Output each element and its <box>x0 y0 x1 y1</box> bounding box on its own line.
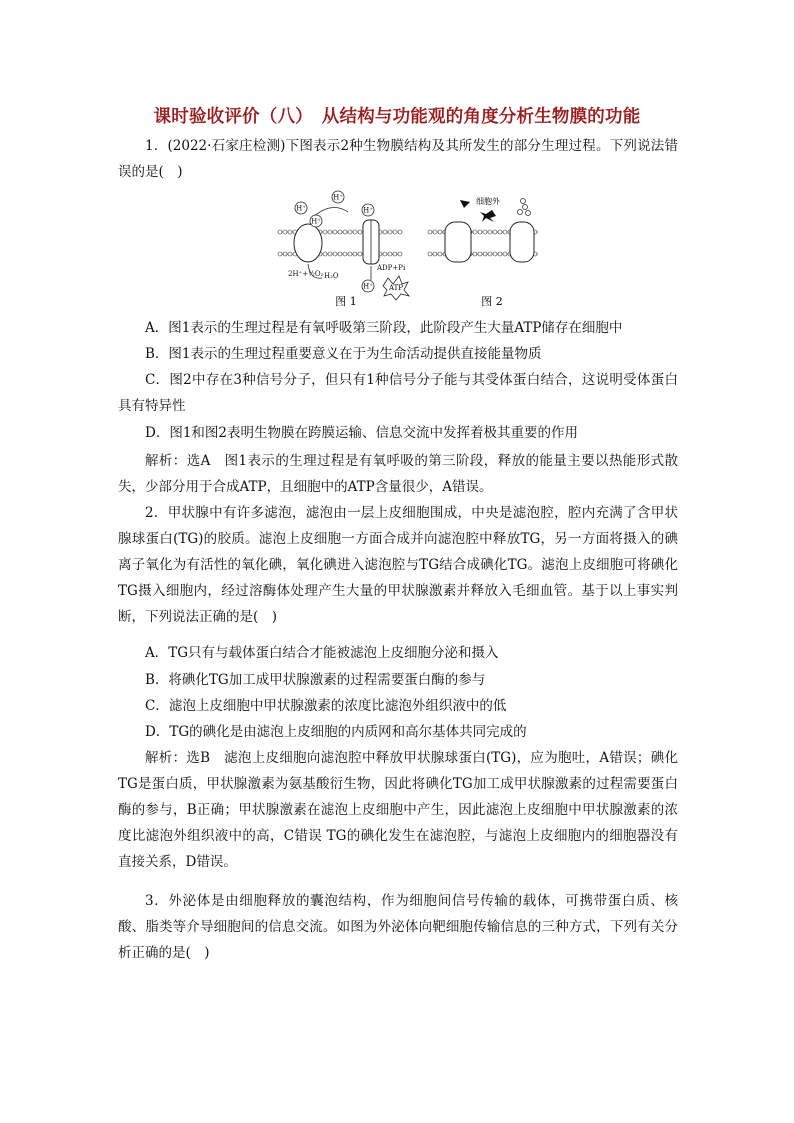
lipid-head <box>433 252 437 256</box>
lipid-head <box>353 252 357 256</box>
membrane-diagram <box>270 190 540 310</box>
lipid-head <box>428 252 432 256</box>
h-label-4: H⁺ <box>363 206 373 215</box>
membrane-figure <box>270 190 540 310</box>
lipid-head <box>333 230 337 234</box>
q2-option-c: C．滤泡上皮细胞中甲状腺激素的浓度比滤泡外组织液中的低 <box>145 698 507 714</box>
lipid-head <box>478 230 482 234</box>
lipid-head <box>358 230 362 234</box>
lipid-head <box>483 252 487 256</box>
q2-option-b: B．将碘化TG加工成甲状腺激素的过程需要蛋白酶的参与 <box>145 672 486 688</box>
atp-label: ATP <box>388 284 404 292</box>
q1-option-c <box>118 367 678 419</box>
lipid-head <box>398 252 402 256</box>
lipid-head <box>383 230 387 234</box>
q1-option-a: A．图1表示的生理过程是有氧呼吸第三阶段，此阶段产生大量ATP储存在细胞中 <box>145 320 623 336</box>
lipid-head <box>498 252 502 256</box>
lipid-head <box>328 252 332 256</box>
lipid-head <box>328 230 332 234</box>
lipid-head <box>343 230 347 234</box>
lipid-head <box>353 230 357 234</box>
lipid-head <box>478 252 482 256</box>
lipid-head <box>323 252 327 256</box>
lipid-head <box>483 230 487 234</box>
lipid-head <box>428 230 432 234</box>
q1-option-b: B．图1表示的生理过程重要意义在于为生命活动提供直接能量物质 <box>145 346 542 362</box>
lipid-head <box>383 252 387 256</box>
signal-cluster-icon <box>518 199 531 216</box>
lipid-head <box>438 230 442 234</box>
lipid-head <box>393 252 397 256</box>
lipid-head <box>438 252 442 256</box>
h-label-3: H⁺ <box>333 193 343 202</box>
lipid-head <box>323 230 327 234</box>
lipid-head <box>433 230 437 234</box>
q1-option-d: D．图1和图2表明生物膜在跨膜运输、信息交流中发挥着极其重要的作用 <box>145 425 579 441</box>
lipid-head <box>488 230 492 234</box>
lipid-head <box>283 252 287 256</box>
reaction-label: 2H⁺+½O₂ <box>288 270 324 278</box>
lipid-head <box>343 252 347 256</box>
lipid-head <box>503 230 507 234</box>
h-label-1: H⁺ <box>296 204 306 213</box>
h-label-5: H⁺ <box>363 282 373 291</box>
water-label: H₂O <box>324 272 339 280</box>
lipid-head <box>348 230 352 234</box>
fig2-caption: 图 2 <box>481 295 503 308</box>
lipid-head <box>338 230 342 234</box>
page-title: 课时验收评价（八） 从结构与功能观的角度分析生物膜的功能 <box>153 107 641 127</box>
adp-label: ADP+Pi <box>377 264 406 272</box>
receptor-protein-right <box>510 222 534 262</box>
lipid-head <box>338 252 342 256</box>
lipid-head <box>278 252 282 256</box>
question-2-stem: 2．甲状腺中有许多滤泡，滤泡由一层上皮细胞围成，中央是滤泡腔，腔内充满了含甲状腺球蛋白(TG)的胶质。滤泡上皮细胞一方面合成并向滤泡腔中释放TG，另一方面将摄入的碘离子氧化为有活性的氧化碘，氧化碘进入滤泡腔与TG结合成碘化TG。滤泡上皮细胞可将碘化TG摄入细胞内，经过溶酶体处理产生大量的甲状腺激素并释放入毛细血管。基于以上事实判断，下列说法正确的是( ) <box>118 505 678 625</box>
lipid-head <box>398 230 402 234</box>
q2-option-a: A．TG只有与载体蛋白结合才能被滤泡上皮细胞分泌和摄入 <box>145 645 499 661</box>
h-label-2: H⁺ <box>311 217 321 226</box>
lipid-head <box>498 230 502 234</box>
q1-option-c-text: C．图2中存在3种信号分子，但只有1种信号分子能与其受体蛋白结合，这说明受体蛋白具有特异性 <box>118 372 678 414</box>
lipid-head <box>488 252 492 256</box>
lipid-head <box>493 252 497 256</box>
receptor-protein-left <box>445 222 471 262</box>
outside-cell-label: 细胞外 <box>476 197 500 206</box>
q2-option-d: D．TG的碘化是由滤泡上皮细胞的内质网和高尔基体共同完成的 <box>145 724 527 740</box>
lipid-head <box>278 230 282 234</box>
signal-star-icon <box>480 210 496 222</box>
lipid-head <box>288 252 292 256</box>
q1-analysis: 解析：选A 图1表示的生理过程是有氧呼吸的第三阶段，释放的能量主要以热能形式散失，少部分用于合成ATP，且细胞中的ATP含量很少，A错误。 <box>118 453 678 495</box>
lipid-head <box>473 252 477 256</box>
question-1-stem: 1．(2022·石家庄检测)下图表示2种生物膜结构及其所发生的部分生理过程。下列说法错误的是( ) <box>118 138 678 180</box>
lipid-head <box>333 252 337 256</box>
lipid-head <box>288 230 292 234</box>
question-3-stem: 3．外泌体是由细胞释放的囊泡结构，作为细胞间信号传输的载体，可携带蛋白质、核酸、脂类等介导细胞间的信息交流。如图为外泌体向靶细胞传输信息的三种方式，下列有关分析正确的是( ) <box>118 893 678 961</box>
lipid-head <box>358 252 362 256</box>
fig1-protein-left <box>294 224 322 262</box>
q2-analysis: 解析：选B 滤泡上皮细胞向滤泡腔中释放甲状腺球蛋白(TG)，应为胞吐，A错误；碘化TG是蛋白质，甲状腺激素为氨基酸衍生物，因此将碘化TG加工成甲状腺激素的过程需要蛋白酶的参与，B正确；甲状腺激素在滤泡上皮细胞中产生，因此滤泡上皮细胞中甲状腺激素的浓度比滤泡外组织液中的高，C错误 TG的碘化发生在滤泡腔，与滤泡上皮细胞内的细胞器没有直接关系，D错误。 <box>118 750 678 870</box>
lipid-head <box>393 230 397 234</box>
lipid-head <box>473 230 477 234</box>
lipid-head <box>388 230 392 234</box>
lipid-head <box>493 230 497 234</box>
signal-triangle-icon <box>460 200 470 208</box>
fig1-caption: 图 1 <box>335 295 357 308</box>
lipid-head <box>388 252 392 256</box>
lipid-head <box>283 230 287 234</box>
lipid-head <box>503 252 507 256</box>
lipid-head <box>348 252 352 256</box>
